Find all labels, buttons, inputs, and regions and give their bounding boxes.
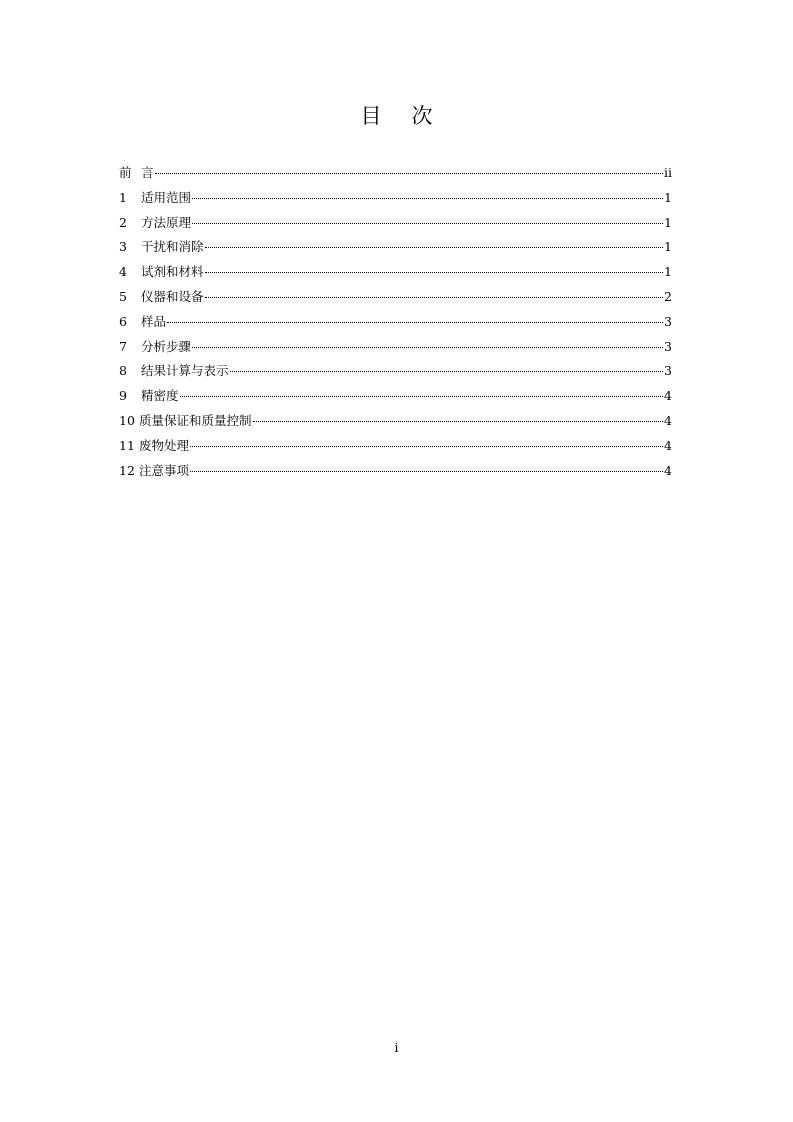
- toc-entry-page: 1: [664, 189, 672, 205]
- dot-leader: [205, 270, 664, 273]
- toc-entry-number: 3: [119, 239, 127, 255]
- toc-entry-3[interactable]: [119, 235, 672, 260]
- toc-title-part1: 目: [360, 104, 382, 128]
- toc-entry-label: 试剂和材料: [141, 264, 204, 280]
- toc-entry-page: 3: [664, 338, 672, 354]
- dot-leader: [192, 221, 663, 224]
- dot-leader: [190, 469, 663, 472]
- toc-entry-10[interactable]: [119, 409, 672, 434]
- toc-entry-label: 干扰和消除: [141, 239, 204, 255]
- toc-entry-number: 8: [119, 363, 127, 379]
- toc-entry-4[interactable]: [119, 260, 672, 285]
- dot-leader: [180, 394, 664, 397]
- toc-entry-label: 精密度: [141, 388, 179, 404]
- toc-entry-9[interactable]: [119, 384, 672, 409]
- toc-entry-number: 4: [119, 264, 127, 280]
- toc-entry-number: 11: [119, 437, 135, 453]
- toc-entry-label: 仪器和设备: [141, 288, 204, 304]
- toc-entry-11[interactable]: [119, 434, 672, 459]
- toc-entry-page: 2: [664, 288, 672, 304]
- toc-entry-1[interactable]: [119, 186, 672, 211]
- dot-leader: [192, 345, 663, 348]
- toc-entry-12[interactable]: [119, 459, 672, 484]
- page-number: i: [394, 1040, 399, 1055]
- toc-entry-number: 2: [119, 214, 127, 230]
- toc-entry-label: 样品: [141, 313, 167, 329]
- dot-leader: [205, 295, 664, 298]
- toc-entry-7[interactable]: [119, 335, 672, 360]
- toc-entry-6[interactable]: [119, 310, 672, 335]
- toc-entry-number: 前: [119, 165, 132, 180]
- toc-entry-label: 言: [141, 165, 154, 180]
- toc-entry-number: 7: [119, 338, 127, 354]
- toc-entry-2[interactable]: [119, 211, 672, 236]
- dot-leader: [167, 320, 663, 323]
- toc-entry-page: 4: [664, 412, 672, 428]
- toc-entry-page: 1: [664, 264, 672, 280]
- toc-title: [0, 102, 793, 130]
- dot-leader: [192, 196, 663, 199]
- toc-entry-number: 12: [119, 462, 135, 478]
- toc-entry-number: 1: [119, 189, 127, 205]
- toc-entry-page: 4: [664, 437, 672, 453]
- toc-entry-page: 1: [664, 214, 672, 230]
- toc-entry-label: 注意事项: [139, 462, 190, 478]
- toc-entry-page: ii: [664, 165, 672, 180]
- toc-entry-page: 4: [664, 462, 672, 478]
- dot-leader: [253, 419, 664, 422]
- toc-entry-number: 9: [119, 388, 127, 404]
- toc-entry-foreword[interactable]: [119, 161, 672, 186]
- toc-entry-number: 10: [119, 412, 135, 428]
- toc-list: [119, 161, 672, 483]
- toc-entry-label: 废物处理: [139, 437, 190, 453]
- toc-entry-page: 3: [664, 363, 672, 379]
- toc-entry-page: 3: [664, 313, 672, 329]
- toc-entry-label: 分析步骤: [141, 338, 192, 354]
- toc-entry-number: 6: [119, 313, 127, 329]
- dot-leader: [155, 171, 663, 174]
- dot-leader: [230, 369, 664, 372]
- dot-leader: [205, 245, 664, 248]
- toc-entry-5[interactable]: [119, 285, 672, 310]
- dot-leader: [190, 444, 663, 447]
- toc-entry-page: 1: [664, 239, 672, 255]
- toc-entry-label: 结果计算与表示: [141, 363, 229, 379]
- toc-entry-label: 适用范围: [141, 189, 192, 205]
- toc-entry-label: 质量保证和质量控制: [139, 412, 252, 428]
- toc-entry-number: 5: [119, 288, 127, 304]
- toc-entry-label: 方法原理: [141, 214, 192, 230]
- toc-title-part2: 次: [411, 104, 433, 128]
- toc-entry-page: 4: [664, 388, 672, 404]
- toc-entry-8[interactable]: [119, 359, 672, 384]
